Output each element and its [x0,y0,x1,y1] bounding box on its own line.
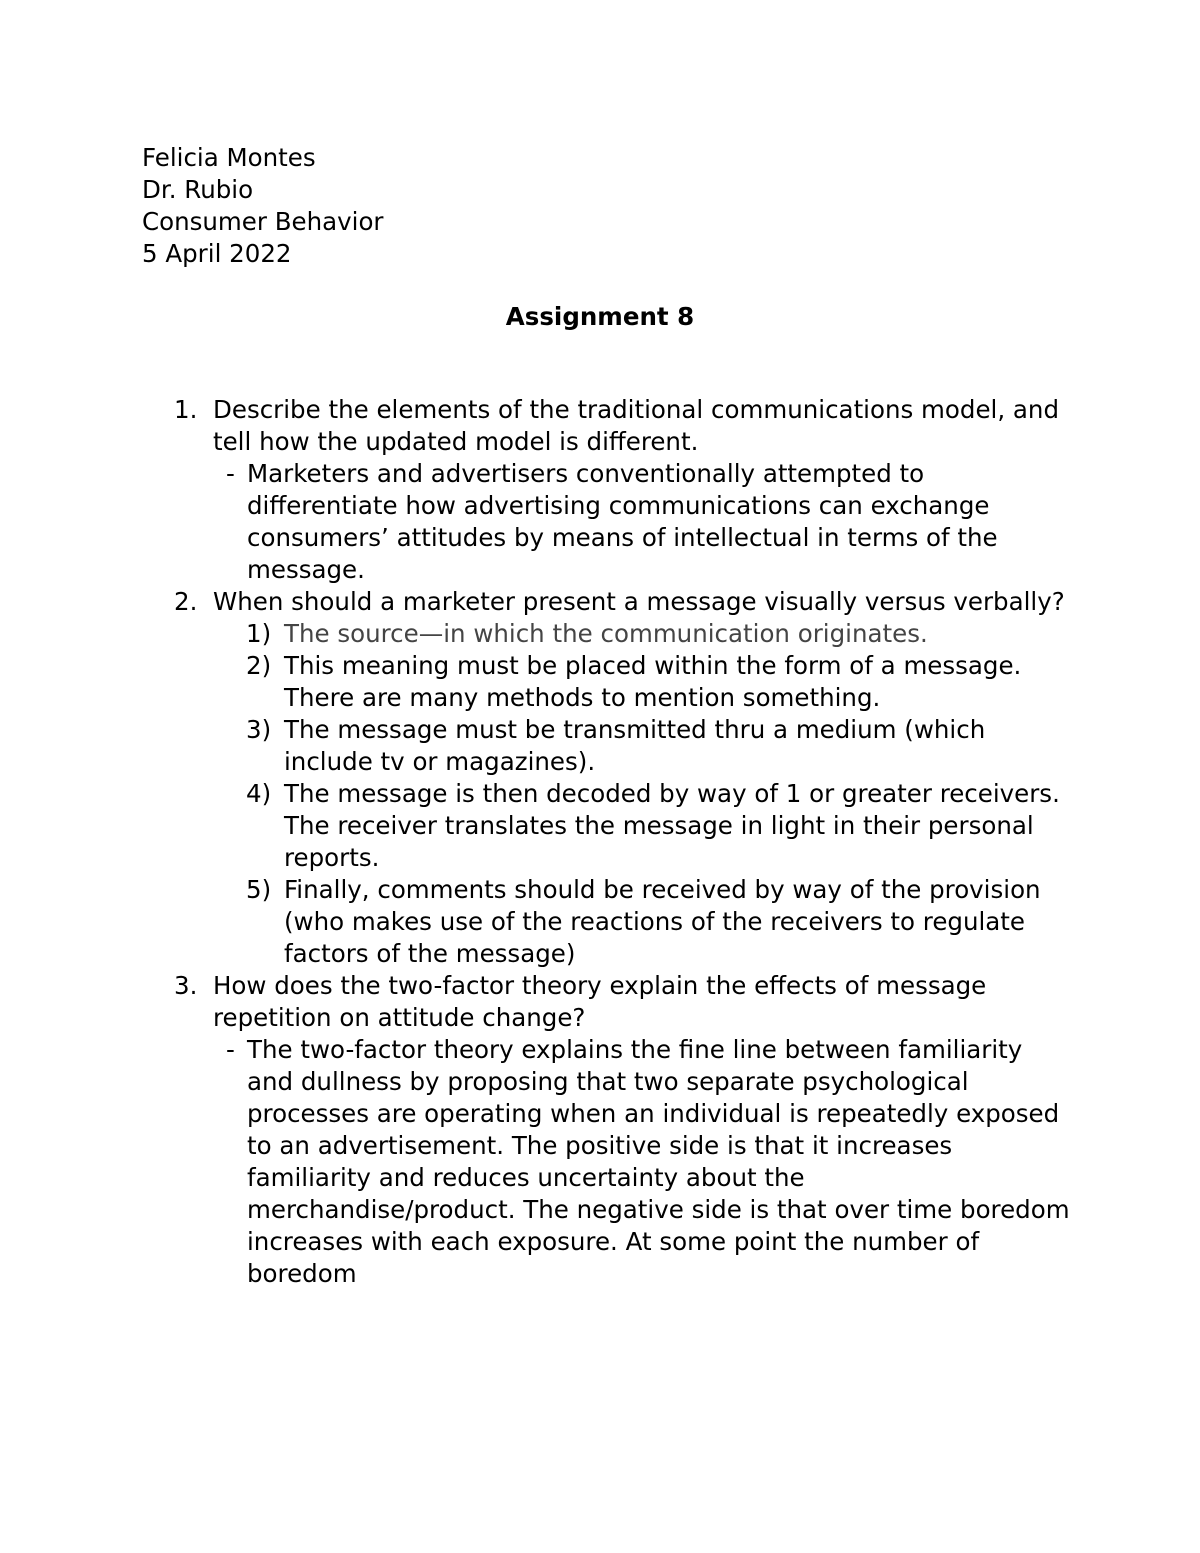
document-header [142,142,384,270]
answer-text: The two-factor theory explains the fine line between familiarity and dullness by proposing that two separate psychological processes are operating when an individual is repeatedly exposed to an advertisement. The positive side is that it increases familiarity and reduces uncertainty about the merchandise/product. The negative side is that over time boredom increases with each exposure. At some point the number of boredom [247,1035,1070,1288]
item-text: The message must be transmitted thru a medium (which include tv or magazines). [284,715,986,776]
question-text: When should a marketer present a message visually versus verbally? [213,587,1065,616]
document-title: Assignment 8 [505,302,695,331]
answer-1 [142,458,1072,586]
course-name: Consumer Behavior [142,207,384,236]
question-number: 1. [174,395,198,424]
item-number: 3) [246,715,272,744]
item-text: The message is then decoded by way of 1 or greater receivers. The receiver translates the message in light in their personal reports. [284,779,1060,872]
bullet-dash: - [226,1035,235,1064]
answer-2-item-3 [142,714,1072,778]
item-text: The source—in which the communication originates. [284,619,928,648]
bullet-dash: - [226,459,235,488]
answer-2-item-4 [142,778,1072,874]
question-1 [142,394,1072,458]
instructor-name: Dr. Rubio [142,175,254,204]
item-number: 1) [246,619,272,648]
question-number: 2. [174,587,198,616]
document-body [142,394,1072,1290]
question-3 [142,970,1072,1034]
answer-2-item-5 [142,874,1072,970]
answer-3 [142,1034,1072,1290]
question-2 [142,586,1072,618]
submission-date: 5 April 2022 [142,239,292,268]
item-number: 5) [246,875,272,904]
item-text: Finally, comments should be received by way of the provision (who makes use of the reactions of the receivers to regulate factors of the message) [284,875,1041,968]
answer-text: Marketers and advertisers conventionally attempted to differentiate how advertising communications can exchange consumers’ attitudes by means of intellectual in terms of the message. [247,459,998,584]
answer-2-item-1 [142,618,1072,650]
student-name: Felicia Montes [142,143,316,172]
item-number: 2) [246,651,272,680]
question-text: How does the two-factor theory explain the effects of message repetition on attitude change? [213,971,987,1032]
item-number: 4) [246,779,272,808]
answer-2-item-2 [142,650,1072,714]
question-text: Describe the elements of the traditional communications model, and tell how the updated model is different. [213,395,1060,456]
item-text: This meaning must be placed within the form of a message. There are many methods to mention something. [284,651,1022,712]
question-number: 3. [174,971,198,1000]
